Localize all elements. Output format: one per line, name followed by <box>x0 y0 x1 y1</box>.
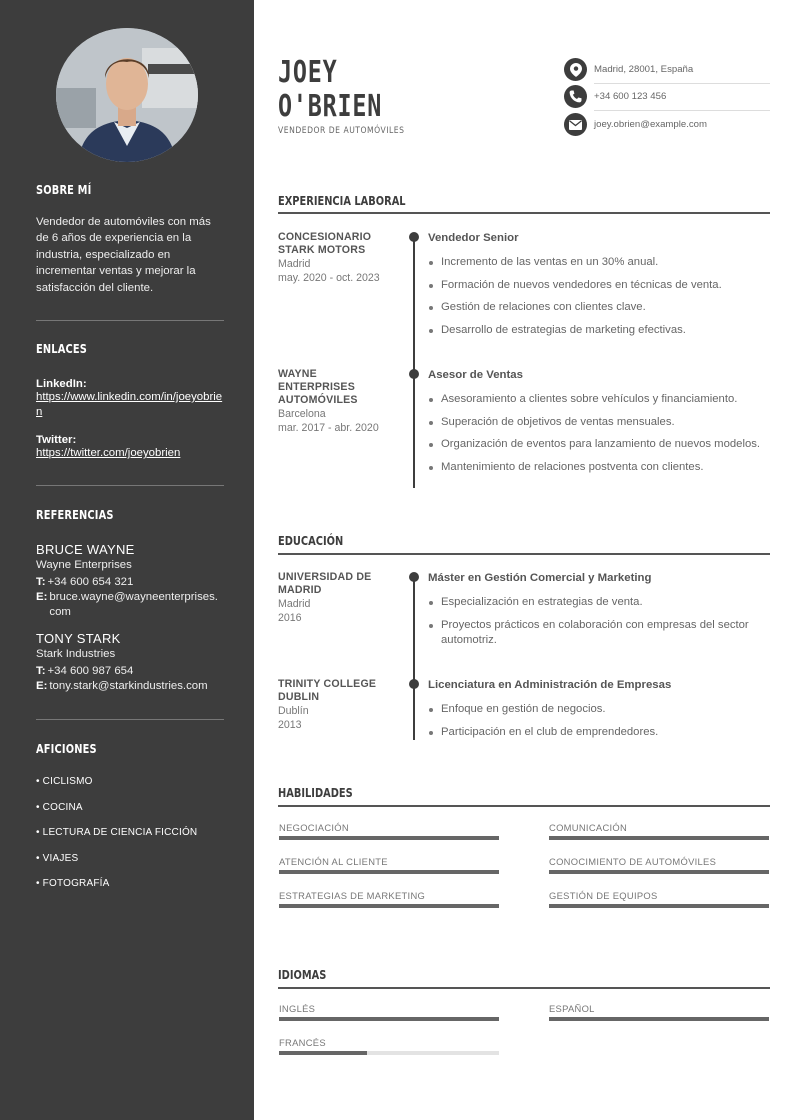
employer-location: Madrid <box>278 258 311 270</box>
main-content <box>278 0 770 1120</box>
skill-item <box>549 856 769 874</box>
list-item: Desarrollo de estrategias de marketing efectivas. <box>428 323 770 338</box>
link-item-twitter <box>36 434 224 461</box>
role-title: Vendedor Senior <box>428 232 519 244</box>
experience-timeline <box>413 237 415 488</box>
profile-photo <box>56 28 198 162</box>
education-entry-meta <box>278 571 393 625</box>
skills-title: HABILIDADES <box>278 786 353 800</box>
employer-name: CONCESIONARIO STARK MOTORS <box>278 231 372 256</box>
language-bar <box>279 1017 499 1021</box>
institution-location: Dublín <box>278 705 309 717</box>
section-rule <box>278 805 770 807</box>
links-title: ENLACES <box>36 342 88 356</box>
sidebar <box>0 0 254 1120</box>
email-prefix: E: <box>36 680 48 692</box>
skill-item <box>279 822 499 840</box>
reference-email: bruce.wayne@wayneenterprises.com <box>49 591 218 618</box>
about-text: Vendedor de automóviles con más de 6 años de experiencia en la industria, especializado en incrementar ventas y mejorar la satisfacción del cliente. <box>36 216 211 294</box>
reference-item <box>36 631 224 694</box>
employer-location: Barcelona <box>278 408 326 420</box>
hobby-item: • VIAJES <box>36 852 79 864</box>
skill-name: GESTIÓN DE EQUIPOS <box>549 890 658 901</box>
section-rule <box>278 553 770 555</box>
institution-location: Madrid <box>278 598 311 610</box>
skill-item <box>279 856 499 874</box>
employment-dates: may. 2020 - oct. 2023 <box>278 272 380 284</box>
experience-entry-meta <box>278 368 393 435</box>
contact-location-text: Madrid, 28001, España <box>594 64 694 75</box>
phone-icon <box>564 85 587 108</box>
hobbies-section <box>36 742 224 904</box>
hobby-item: • COCINA <box>36 801 83 813</box>
linkedin-link[interactable]: https://www.linkedin.com/in/joeyobrien <box>36 391 223 418</box>
skill-name: ATENCIÓN AL CLIENTE <box>279 856 388 867</box>
skill-bar <box>279 870 499 874</box>
role-title: Asesor de Ventas <box>428 369 523 381</box>
link-label: LinkedIn: <box>36 378 87 390</box>
reference-phone: +34 600 654 321 <box>47 576 134 588</box>
list-item: Superación de objetivos de ventas mensuales. <box>428 415 770 430</box>
language-bar <box>279 1051 499 1055</box>
twitter-link[interactable]: https://twitter.com/joeyobrien <box>36 447 181 459</box>
email-prefix: E: <box>36 591 48 603</box>
mail-icon <box>564 113 587 136</box>
skill-item <box>549 890 769 908</box>
reference-email: tony.stark@starkindustries.com <box>49 680 208 692</box>
skill-bar <box>549 870 769 874</box>
section-rule <box>278 212 770 214</box>
hobby-item: • FOTOGRAFÍA <box>36 878 110 890</box>
experience-entry-details <box>428 231 770 345</box>
skill-item <box>549 822 769 840</box>
references-title: REFERENCIAS <box>36 508 114 522</box>
link-label: Twitter: <box>36 434 77 446</box>
list-item: Enfoque en gestión de negocios. <box>428 702 770 717</box>
list-item: Formación de nuevos vendedores en técnicas de venta. <box>428 278 770 293</box>
references-section <box>36 508 224 694</box>
skill-bar <box>549 836 769 840</box>
language-item <box>279 1037 499 1055</box>
skill-name: CONOCIMIENTO DE AUTOMÓVILES <box>549 856 717 867</box>
list-item: Gestión de relaciones con clientes clave. <box>428 300 770 315</box>
skill-bar <box>279 836 499 840</box>
contact-phone <box>564 83 770 110</box>
language-item <box>549 1003 769 1021</box>
job-title: VENDEDOR DE AUTOMÓVILES <box>278 126 405 136</box>
education-detail-list <box>428 595 770 648</box>
reference-company: Wayne Enterprises <box>36 559 132 571</box>
location-pin-icon <box>564 58 587 81</box>
list-item: Asesoramiento a clientes sobre vehículos y financiamiento. <box>428 392 770 407</box>
reference-name: BRUCE WAYNE <box>36 542 135 557</box>
education-entry-details <box>428 571 770 655</box>
about-title: SOBRE MÍ <box>36 183 92 197</box>
contact-email <box>564 111 770 138</box>
language-name: FRANCÉS <box>279 1037 326 1048</box>
language-bar-fill <box>279 1017 499 1021</box>
list-item: Participación en el club de emprendedores. <box>428 725 770 740</box>
first-name: JOEY <box>278 55 338 90</box>
skill-bar-fill <box>279 836 499 840</box>
language-bar <box>549 1017 769 1021</box>
contact-location <box>564 56 770 83</box>
phone-prefix: T: <box>36 665 46 677</box>
contact-phone-text: +34 600 123 456 <box>594 91 667 102</box>
skill-item <box>279 890 499 908</box>
education-detail-list <box>428 702 770 740</box>
institution-name: TRINITY COLLEGE DUBLIN <box>278 678 377 703</box>
link-item-linkedin <box>36 378 224 420</box>
reference-item <box>36 542 224 620</box>
list-item: Organización de eventos para lanzamiento de nuevos modelos. <box>428 437 770 452</box>
degree-title: Máster en Gestión Comercial y Marketing <box>428 572 652 584</box>
hobby-item: • LECTURA DE CIENCIA FICCIÓN <box>36 827 198 839</box>
list-item: Especialización en estrategias de venta. <box>428 595 770 610</box>
achievement-list <box>428 255 770 338</box>
about-section <box>36 183 224 296</box>
skill-bar <box>549 904 769 908</box>
language-name: INGLÉS <box>279 1003 316 1014</box>
reference-name: TONY STARK <box>36 631 121 646</box>
list-item: Mantenimiento de relaciones postventa con clientes. <box>428 460 770 475</box>
graduation-date: 2016 <box>278 612 302 624</box>
divider <box>36 485 224 486</box>
reference-company: Stark Industries <box>36 648 116 660</box>
experience-title: EXPERIENCIA LABORAL <box>278 194 406 208</box>
skill-bar <box>279 904 499 908</box>
language-name: ESPAÑOL <box>549 1003 595 1014</box>
links-section <box>36 342 224 461</box>
language-bar-fill <box>549 1017 769 1021</box>
list-item: Proyectos prácticos en colaboración con empresas del sector automotriz. <box>428 618 770 648</box>
experience-entry-details <box>428 368 770 482</box>
last-name: O'BRIEN <box>278 89 383 124</box>
skill-name: NEGOCIACIÓN <box>279 822 349 833</box>
experience-entry-meta <box>278 231 393 285</box>
employment-dates: mar. 2017 - abr. 2020 <box>278 422 379 434</box>
timeline-dot <box>409 369 419 379</box>
education-title: EDUCACIÓN <box>278 534 344 548</box>
skill-bar-fill <box>279 870 499 874</box>
institution-name: UNIVERSIDAD DE MADRID <box>278 571 372 596</box>
languages-title: IDIOMAS <box>278 968 327 982</box>
timeline-dot <box>409 679 419 689</box>
language-item <box>279 1003 499 1021</box>
section-rule <box>278 987 770 989</box>
language-bar-fill <box>279 1051 367 1055</box>
skill-bar-fill <box>549 836 769 840</box>
education-timeline <box>413 577 415 740</box>
contact-email-text: joey.obrien@example.com <box>594 119 708 130</box>
reference-phone: +34 600 987 654 <box>47 665 134 677</box>
list-item: Incremento de las ventas en un 30% anual. <box>428 255 770 270</box>
employer-name: WAYNE ENTERPRISES AUTOMÓVILES <box>278 368 358 406</box>
divider <box>36 320 224 321</box>
degree-title: Licenciatura en Administración de Empresas <box>428 679 672 691</box>
hobbies-title: AFICIONES <box>36 742 97 756</box>
full-name <box>278 56 382 124</box>
skill-bar-fill <box>549 870 769 874</box>
divider <box>36 719 224 720</box>
skill-bar-fill <box>549 904 769 908</box>
education-entry-meta <box>278 678 393 732</box>
achievement-list <box>428 392 770 475</box>
timeline-dot <box>409 232 419 242</box>
hobby-item: • CICLISMO <box>36 776 93 787</box>
timeline-dot <box>409 572 419 582</box>
skill-name: ESTRATEGIAS DE MARKETING <box>279 890 426 901</box>
phone-prefix: T: <box>36 576 46 588</box>
education-entry-details <box>428 678 770 747</box>
skill-name: COMUNICACIÓN <box>549 822 628 833</box>
graduation-date: 2013 <box>278 719 302 731</box>
skill-bar-fill <box>279 904 499 908</box>
